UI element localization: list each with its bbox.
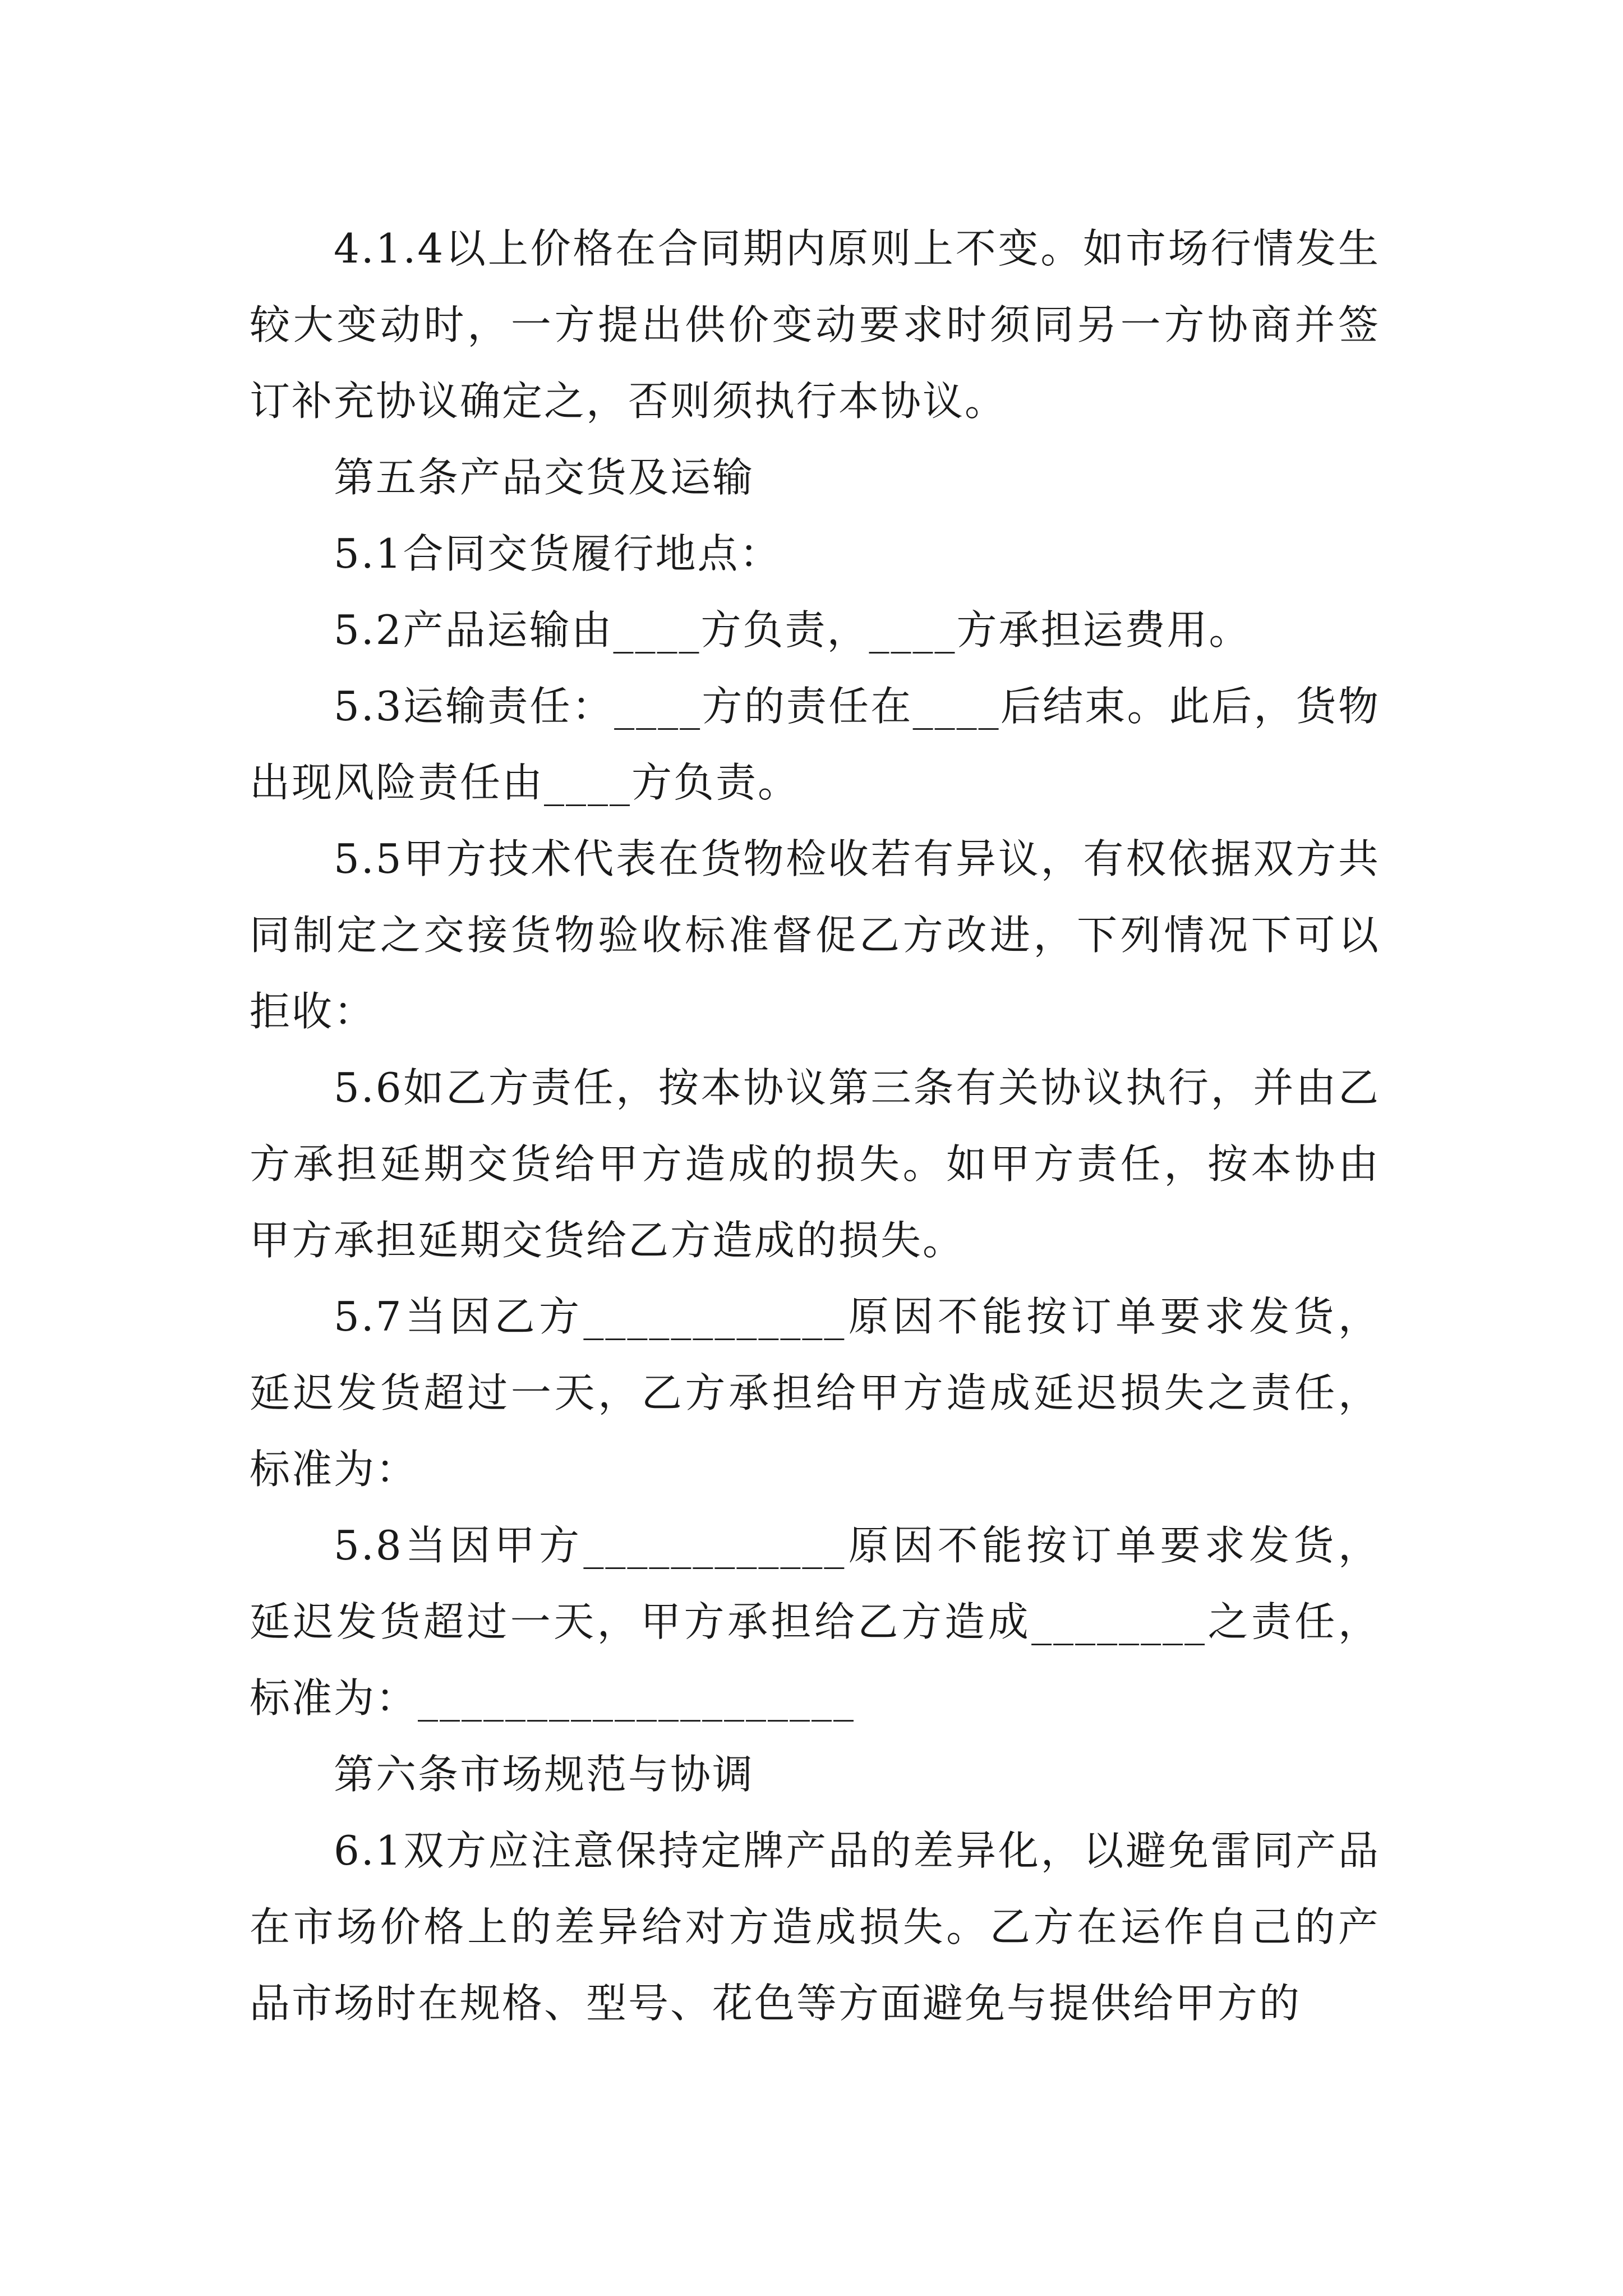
paragraph-5-8: 5.8当因甲方____________原因不能按订单要求发货，延迟发货超过一天，甲方承担给乙方造成________之责任，标准为：____________________ <box>250 1522 1380 1722</box>
document-body <box>250 210 1380 2041</box>
paragraph-5-6: 5.6如乙方责任，按本协议第三条有关协议执行，并由乙方承担延期交货给甲方造成的损失。如甲方责任，按本协由甲方承担延期交货给乙方造成的损失。 <box>250 1064 1380 1264</box>
paragraph-5-1: 5.1合同交货履行地点： <box>334 530 782 577</box>
paragraph-6-1: 6.1双方应注意保持定牌产品的差异化，以避免雷同产品在市场价格上的差异给对方造成损失。乙方在运作自己的产品市场时在规格、型号、花色等方面避免与提供给甲方的 <box>250 1827 1380 2027</box>
paragraph-5-7: 5.7当因乙方____________原因不能按订单要求发货，延迟发货超过一天，乙方承担给甲方造成延迟损失之责任，标准为： <box>250 1293 1380 1493</box>
paragraph-5-5: 5.5甲方技术代表在货物检收若有异议，有权依据双方共同制定之交接货物验收标准督促乙方改进，下列情况下可以拒收： <box>250 835 1380 1035</box>
heading-article-6: 第六条市场规范与协调 <box>334 1751 755 1798</box>
paragraph-5-2: 5.2产品运输由____方负责，____方承担运费用。 <box>334 606 1251 654</box>
paragraph-5-3: 5.3运输责任：____方的责任在____后结束。此后，货物出现风险责任由____方负责。 <box>250 683 1380 806</box>
heading-article-5: 第五条产品交货及运输 <box>334 454 755 501</box>
paragraph-4-1-4: 4.1.4以上价格在合同期内原则上不变。如市场行情发生较大变动时，一方提出供价变动要求时须同另一方协商并签订补充协议确定之，否则须执行本协议。 <box>250 225 1380 425</box>
